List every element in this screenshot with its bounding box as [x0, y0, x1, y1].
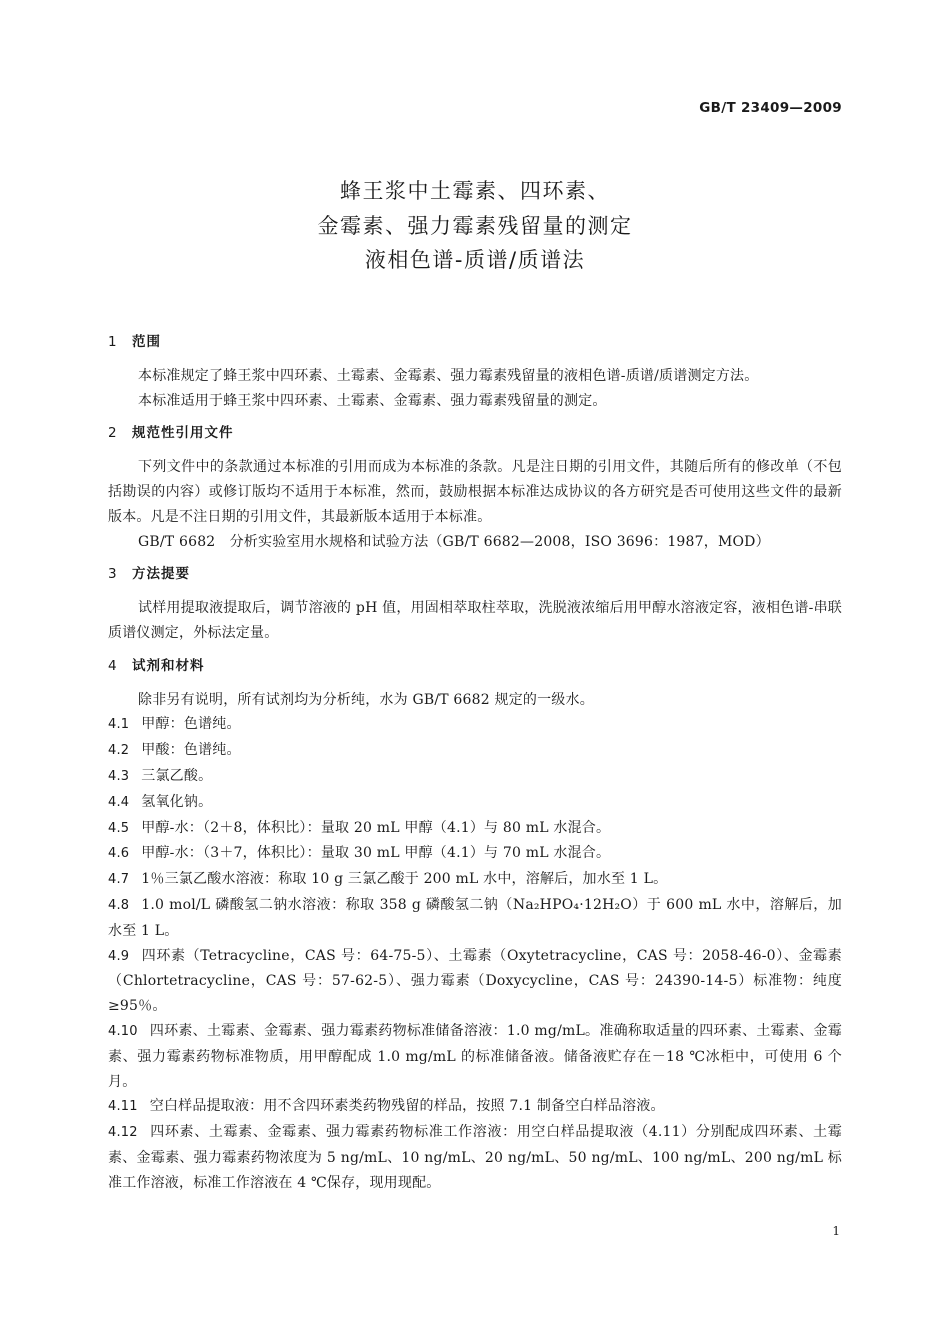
- list-item: [108, 764, 842, 790]
- list-item: [108, 738, 842, 764]
- item-text: 甲醇-水：（3＋7，体积比）：量取 30 mL 甲醇（4.1）与 70 mL 水混合。: [141, 845, 611, 862]
- list-item: [108, 1094, 842, 1120]
- item-text: 四环素、土霉素、金霉素、强力霉素药物标准储备溶液：1.0 mg/mL。准确称取适量的四环素、土霉素、金霉素、强力霉素药物标准物质，用甲醇配成 1.0 mg/mL 的标准储备液。储备液贮存在－18 ℃冰柜中，可使用 6 个月。: [108, 1022, 842, 1090]
- item-text: 甲醇：色谱纯。: [141, 716, 241, 733]
- section-4-intro: 除非另有说明，所有试剂均为分析纯，水为 GB/T 6682 规定的一级水。: [138, 691, 594, 708]
- item-number: 4.6: [108, 846, 130, 862]
- item-number: 4.12: [108, 1125, 138, 1141]
- item-text: 四环素、土霉素、金霉素、强力霉素药物标准工作溶液：用空白样品提取液（4.11）分别配成四环素、土霉素、金霉素、强力霉素药物浓度为 5 ng/mL、10 ng/mL、20 ng/mL、50 ng/mL、100 ng/mL、200 ng/mL 标准工作溶液，标准工作溶液在 4 ℃保存，现用现配。: [108, 1124, 842, 1191]
- item-text: 空白样品提取液：用不含四环素类药物残留的样品，按照 7.1 制备空白样品溶液。: [149, 1098, 665, 1115]
- section-3-title: 方法提要: [132, 566, 190, 583]
- item-number: 4.5: [108, 820, 130, 836]
- item-text: 甲醇-水：（2＋8，体积比）：量取 20 mL 甲醇（4.1）与 80 mL 水混合。: [141, 819, 611, 836]
- section-2-paragraph-1: 下列文件中的条款通过本标准的引用而成为本标准的条款。凡是注日期的引用文件，其随后所有的修改单（不包括勘误的内容）或修订版均不适用于本标准，然而，鼓励根据本标准达成协议的各方研究是否可使用这些文件的最新版本。凡是不注日期的引用文件，其最新版本适用于本标准。: [108, 459, 842, 525]
- item-number: 4.11: [108, 1099, 138, 1115]
- list-item: [108, 841, 842, 867]
- section-3-paragraph-1: 试样用提取液提取后，调节溶液的 pH 值，用固相萃取柱萃取，洗脱液浓缩后用甲醇水溶液定容，液相色谱-串联质谱仪测定，外标法定量。: [108, 600, 842, 641]
- list-item: [108, 944, 842, 1019]
- list-item: [108, 790, 842, 816]
- list-item: [108, 1120, 842, 1195]
- item-number: 4.1: [108, 717, 130, 733]
- section-1-paragraph-1: 本标准规定了蜂王浆中四环素、土霉素、金霉素、强力霉素残留量的液相色谱-质谱/质谱测定方法。: [138, 367, 759, 384]
- title-line-2: 金霉素、强力霉素残留量的测定: [317, 213, 633, 238]
- section-3-number: 3: [108, 566, 118, 583]
- section-4-heading: [108, 654, 842, 679]
- item-text: 氢氧化钠。: [141, 793, 213, 810]
- section-2-reference: GB/T 6682 分析实验室用水规格和试验方法（GB/T 6682—2008，ISO 3696：1987，MOD）: [138, 533, 770, 550]
- item-text: 1％三氯乙酸水溶液：称取 10 g 三氯乙酸于 200 mL 水中，溶解后，加水至 1 L。: [141, 871, 668, 888]
- document-title: [0, 174, 950, 278]
- section-4-title: 试剂和材料: [132, 657, 205, 674]
- page-number: 1: [832, 1224, 840, 1238]
- section-1-number: 1: [108, 334, 118, 350]
- section-2-number: 2: [108, 425, 118, 442]
- item-number: 4.10: [108, 1023, 138, 1039]
- item-number: 4.9: [108, 948, 130, 964]
- list-item: [108, 816, 842, 842]
- item-text: 三氯乙酸。: [141, 767, 213, 784]
- list-item: [108, 1019, 842, 1094]
- item-number: 4.3: [108, 768, 130, 784]
- standard-code: GB/T 23409—2009: [699, 100, 842, 116]
- title-line-3: 液相色谱-质谱/质谱法: [364, 248, 586, 272]
- section-2-heading: [108, 421, 842, 446]
- section-1-heading: [108, 330, 842, 355]
- item-number: 4.2: [108, 743, 130, 759]
- section-1-paragraph-2: 本标准适用于蜂王浆中四环素、土霉素、金霉素、强力霉素残留量的测定。: [138, 392, 607, 409]
- list-item: [108, 893, 842, 944]
- list-item: [108, 712, 842, 738]
- section-2-title: 规范性引用文件: [132, 425, 234, 442]
- section-3-heading: [108, 562, 842, 587]
- document-body: [108, 330, 842, 1196]
- item-number: 4.4: [108, 794, 130, 810]
- item-text: 1.0 mol/L 磷酸氢二钠水溶液：称取 358 g 磷酸氢二钠（Na₂HPO₄·12H₂O）于 600 mL 水中，溶解后，加水至 1 L。: [108, 896, 842, 939]
- item-number: 4.7: [108, 872, 130, 888]
- item-text: 甲酸：色谱纯。: [141, 742, 241, 759]
- title-line-1: 蜂王浆中土霉素、四环素、: [340, 179, 610, 203]
- section-4-number: 4: [108, 657, 118, 674]
- list-item: [108, 867, 842, 893]
- item-text: 四环素（Tetracycline，CAS 号：64-75-5）、土霉素（Oxytetracycline，CAS 号：2058-46-0）、金霉素（Chlortetracycline，CAS 号：57-62-5）、强力霉素（Doxycycline，CAS 号：24390-14-5）标准物：纯度≥95％。: [108, 947, 842, 1015]
- section-1-title: 范围: [132, 334, 161, 350]
- item-number: 4.8: [108, 897, 130, 913]
